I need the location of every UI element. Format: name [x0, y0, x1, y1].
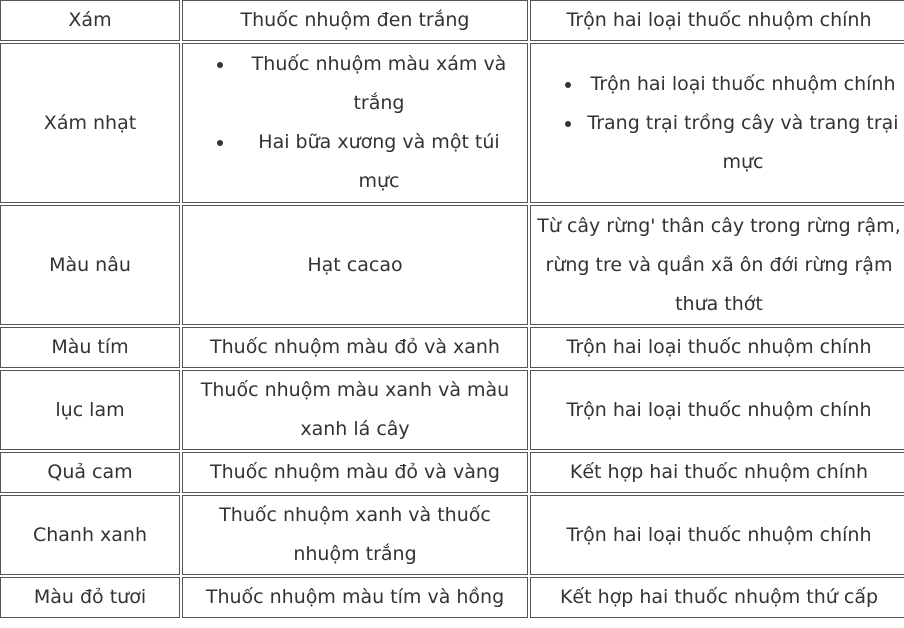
- ingredients-cell: Thuốc nhuộm màu đỏ và vàng: [182, 452, 528, 493]
- table-row: [0, 43, 904, 203]
- color-name-cell: Màu nâu: [0, 205, 180, 325]
- list-item: • Hai bữa xương và một túi mực: [235, 123, 523, 201]
- obtain-method-cell: Kết hợp hai thuốc nhuộm chính: [530, 452, 904, 493]
- color-name-cell: Xám nhạt: [0, 43, 180, 203]
- list-item: • Thuốc nhuộm màu xám và trắng: [235, 45, 523, 123]
- list-item: • Trang trại trồng cây và trang trại mực: [583, 104, 903, 182]
- table-row: [0, 495, 904, 575]
- table-row: [0, 205, 904, 325]
- obtain-method-cell: Trộn hai loại thuốc nhuộm chính: [530, 495, 904, 575]
- ingredients-cell: Thuốc nhuộm xanh và thuốc nhuộm trắng: [182, 495, 528, 575]
- color-name-cell: lục lam: [0, 370, 180, 450]
- obtain-method-cell: Từ cây rừng' thân cây trong rừng rậm, rừng tre và quần xã ôn đới rừng rậm thưa thớt: [530, 205, 904, 325]
- ingredients-list: [187, 45, 523, 201]
- obtain-method-cell: Trộn hai loại thuốc nhuộm chính: [530, 327, 904, 368]
- color-name-cell: Màu đỏ tươi: [0, 577, 180, 618]
- obtain-method-cell: Trộn hai loại thuốc nhuộm chính: [530, 0, 904, 41]
- ingredients-cell: Thuốc nhuộm màu đỏ và xanh: [182, 327, 528, 368]
- ingredients-cell: Hạt cacao: [182, 205, 528, 325]
- table-row: [0, 0, 904, 41]
- ingredients-cell: Thuốc nhuộm đen trắng: [182, 0, 528, 41]
- color-name-cell: Xám: [0, 0, 180, 41]
- obtain-method-cell: Trộn hai loại thuốc nhuộm chính: [530, 370, 904, 450]
- color-name-cell: Quả cam: [0, 452, 180, 493]
- table-row: [0, 327, 904, 368]
- ingredients-cell: Thuốc nhuộm màu tím và hồng: [182, 577, 528, 618]
- color-name-cell: Chanh xanh: [0, 495, 180, 575]
- ingredients-cell: Thuốc nhuộm màu xanh và màu xanh lá cây: [182, 370, 528, 450]
- obtain-list: [535, 65, 903, 182]
- table-row: [0, 370, 904, 450]
- table-row: [0, 577, 904, 618]
- ingredients-cell: [182, 43, 528, 203]
- obtain-method-cell: [530, 43, 904, 203]
- table-row: [0, 452, 904, 493]
- list-item: • Trộn hai loại thuốc nhuộm chính: [583, 65, 903, 104]
- obtain-method-cell: Kết hợp hai thuốc nhuộm thứ cấp: [530, 577, 904, 618]
- color-name-cell: Màu tím: [0, 327, 180, 368]
